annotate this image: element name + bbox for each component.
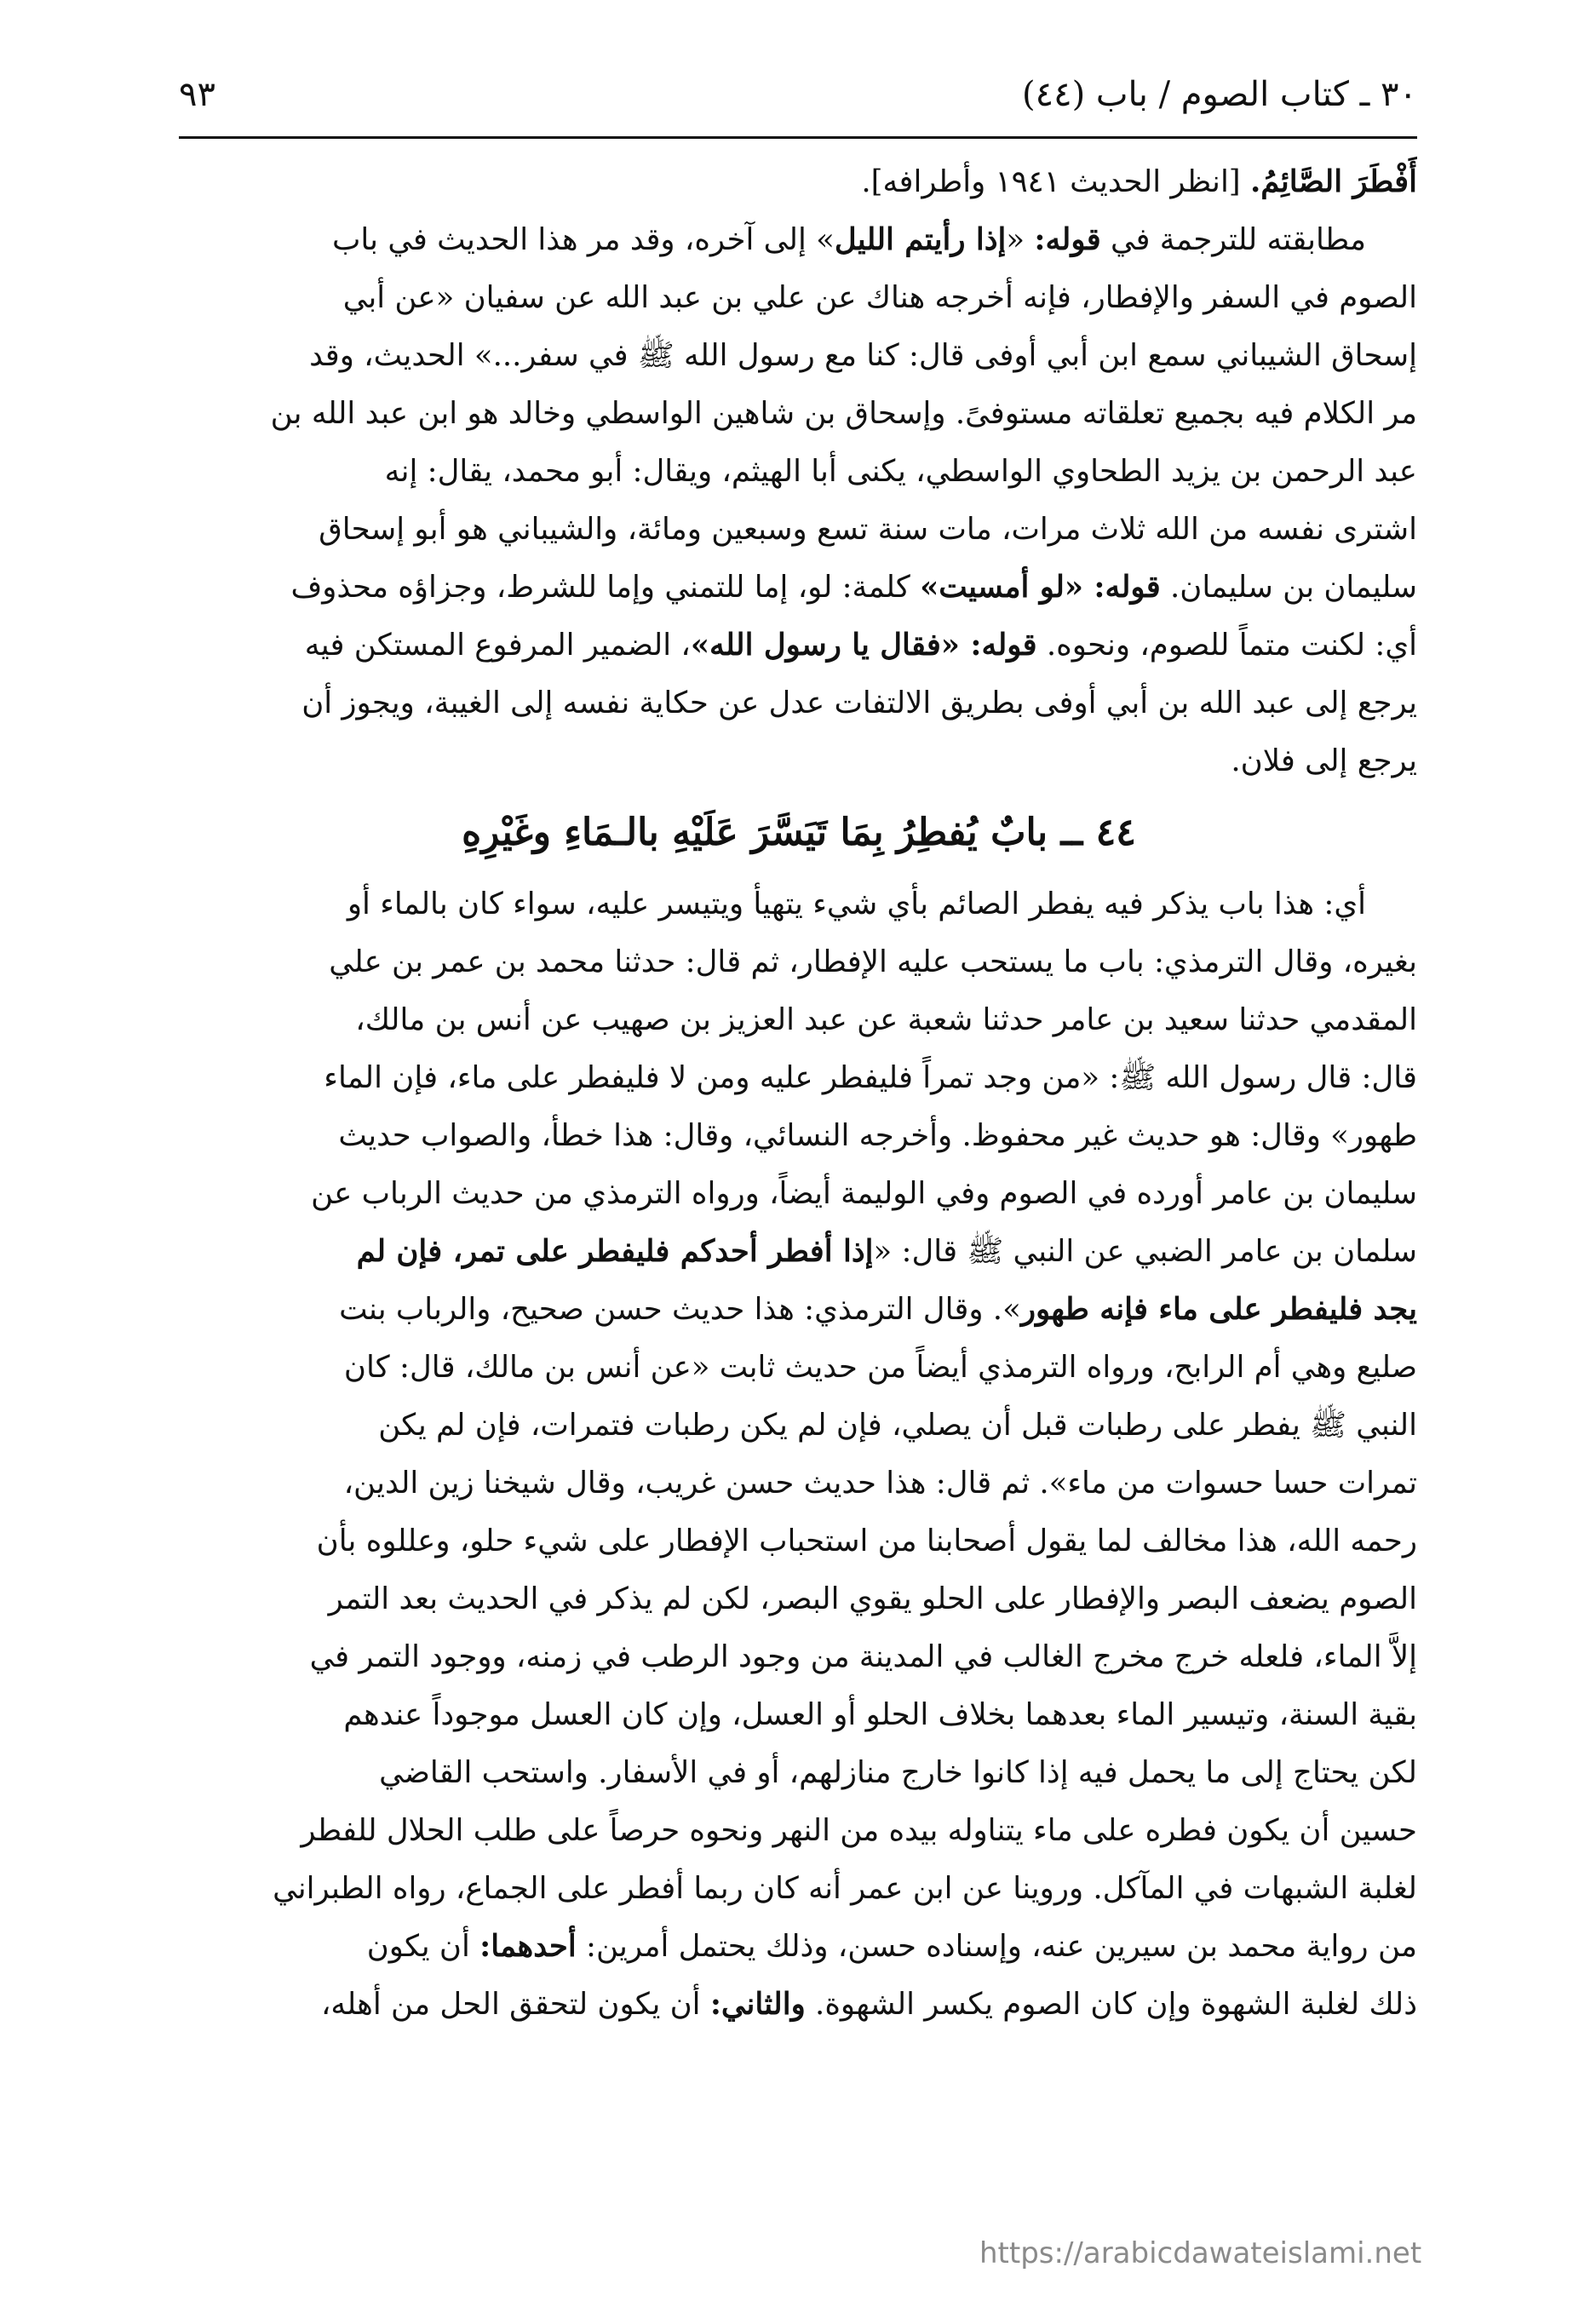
text-line: بقية السنة، وتيسير الماء بعدهما بخلاف الحلو أو العسل، وإن كان العسل موجوداً عندهم xyxy=(343,1697,1417,1732)
text-line: صليع وهي أم الرابح، ورواه الترمذي أيضاً من حديث ثابت «عن أنس بن مالك، قال: كان xyxy=(343,1350,1417,1385)
page-number: ٩٣ xyxy=(179,75,215,114)
text-line: النبي ﷺ يفطر على رطبات قبل أن يصلي، فإن لم يكن رطبات فتمرات، فإن لم يكن xyxy=(378,1408,1417,1443)
text-line: سليمان بن عامر أورده في الصوم وفي الوليمة أيضاً، ورواه الترمذي من حديث الرباب عن xyxy=(311,1176,1417,1211)
text-line: يرجع إلى عبد الله بن أبي أوفى بطريق الالتفات عدل عن حكاية نفسه إلى الغيبة، ويجوز أن xyxy=(301,686,1417,720)
text-line: المقدمي حدثنا سعيد بن عامر حدثنا شعبة عن عبد العزيز بن صهيب عن أنس بن مالك، xyxy=(355,1002,1417,1037)
text-line: يرجع إلى فلان. xyxy=(1231,743,1417,778)
text-line: قال: قال رسول الله ﷺ: «من وجد تمراً فليفطر عليه ومن لا فليفطر على ماء، فإن الماء xyxy=(324,1060,1417,1095)
text-line: عبد الرحمن بن يزيد الطحاوي الواسطي، يكنى أبا الهيثم، ويقال: أبو محمد، يقال: إنه xyxy=(384,454,1417,489)
text-line: سلمان بن عامر الضبي عن النبي ﷺ قال: «إذا أفطر أحدكم فليفطر على تمر، فإن لم xyxy=(356,1234,1417,1269)
text-line: الصوم يضعف البصر والإفطار على الحلو يقوي البصر، لكن لم يذكر في الحديث بعد التمر xyxy=(328,1581,1417,1616)
chapter-heading: ٤٤ ــ بابٌ يُفطِرُ بِمَا تَيَسَّرَ عَلَيْهِ بالـمَاءِ وغَيْرِهِ xyxy=(462,811,1136,854)
text-line xyxy=(181,153,1417,211)
text-line: بغيره، وقال الترمذي: باب ما يستحب عليه الإفطار، ثم قال: حدثنا محمد بن عمر بن علي xyxy=(329,944,1417,979)
running-head: ٣٠ ـ كتاب الصوم / باب (٤٤) xyxy=(1022,75,1417,114)
body-text xyxy=(181,153,1417,2034)
cross-reference: [انظر الحديث ١٩٤١ وأطرافه]. xyxy=(861,164,1250,199)
text-line: الصوم في السفر والإفطار، فإنه أخرجه هناك عن علي بن عبد الله عن سفيان «عن أبي xyxy=(342,280,1417,315)
text-line: طهور» وقال: هو حديث غير محفوظ. وأخرجه النسائي، وقال: هذا خطأ، والصواب حديث xyxy=(338,1118,1417,1153)
text-line: حسين أن يكون فطره على ماء يتناوله بيده من النهر ونحوه حرصاً على طلب الحلال للفطر xyxy=(301,1813,1417,1848)
text-line: لغلبة الشبهات في المآكل. وروينا عن ابن عمر أنه كان ربما أفطر على الجماع، رواه الطبراني xyxy=(273,1871,1417,1906)
text-line: يجد فليفطر على ماء فإنه طهور». وقال الترمذي: هذا حديث حسن صحيح، والرباب بنت xyxy=(339,1292,1417,1327)
text-line: ذلك لغلبة الشهوة وإن كان الصوم يكسر الشهوة. والثاني: أن يكون لتحقق الحل من أهله، xyxy=(320,1987,1417,2022)
hadith-ending: أَفْطَرَ الصَّائِمُ. xyxy=(1249,164,1417,199)
text-line: اشترى نفسه من الله ثلاث مرات، مات سنة تسع وسبعين ومائة، والشيباني هو أبو إسحاق xyxy=(319,512,1417,547)
page-header xyxy=(179,70,1417,129)
header-rule xyxy=(179,136,1417,139)
text-line: إلاَّ الماء، فلعله خرج مخرج الغالب في المدينة من وجود الرطب في زمنه، ووجود التمر في xyxy=(309,1639,1417,1674)
text-line: لكن يحتاج إلى ما يحمل فيه إذا كانوا خارج منازلهم، أو في الأسفار. واستحب القاضي xyxy=(379,1755,1417,1790)
text-line: مطابقته للترجمة في قوله: «إذا رأيتم الليل» إلى آخره، وقد مر هذا الحديث في باب xyxy=(331,222,1366,257)
text-line: رحمه الله، هذا مخالف لما يقول أصحابنا من استحباب الإفطار على شيء حلو، وعللوه بأن xyxy=(316,1524,1417,1558)
text-line: أي: لكنت متماً للصوم، ونحوه. قوله: «فقال يا رسول الله»، الضمير المرفوع المستكن فيه xyxy=(304,628,1417,663)
text-line: سليمان بن سليمان. قوله: «لو أمسيت» كلمة: لو، إما للتمني وإما للشرط، وجزاؤه محذوف xyxy=(290,570,1417,605)
text-line: مر الكلام فيه بجميع تعلقاته مستوفىً. وإسحاق بن شاهين الواسطي وخالد هو ابن عبد الله بن xyxy=(270,396,1417,431)
text-line: إسحاق الشيباني سمع ابن أبي أوفى قال: كنا مع رسول الله ﷺ في سفر...» الحديث، وقد xyxy=(309,338,1417,373)
text-line: من رواية محمد بن سيرين عنه، وإسناده حسن، وذلك يحتمل أمرين: أحدهما: أن يكون xyxy=(366,1929,1417,1964)
text-line: أي: هذا باب يذكر فيه يفطر الصائم بأي شيء يتهيأ ويتيسر عليه، سواء كان بالماء أو xyxy=(347,887,1366,921)
watermark-url: https://arabicdawateislami.net xyxy=(979,2236,1422,2270)
text-line: تمرات حسا حسوات من ماء». ثم قال: هذا حديث حسن غريب، وقال شيخنا زين الدين، xyxy=(343,1466,1417,1501)
